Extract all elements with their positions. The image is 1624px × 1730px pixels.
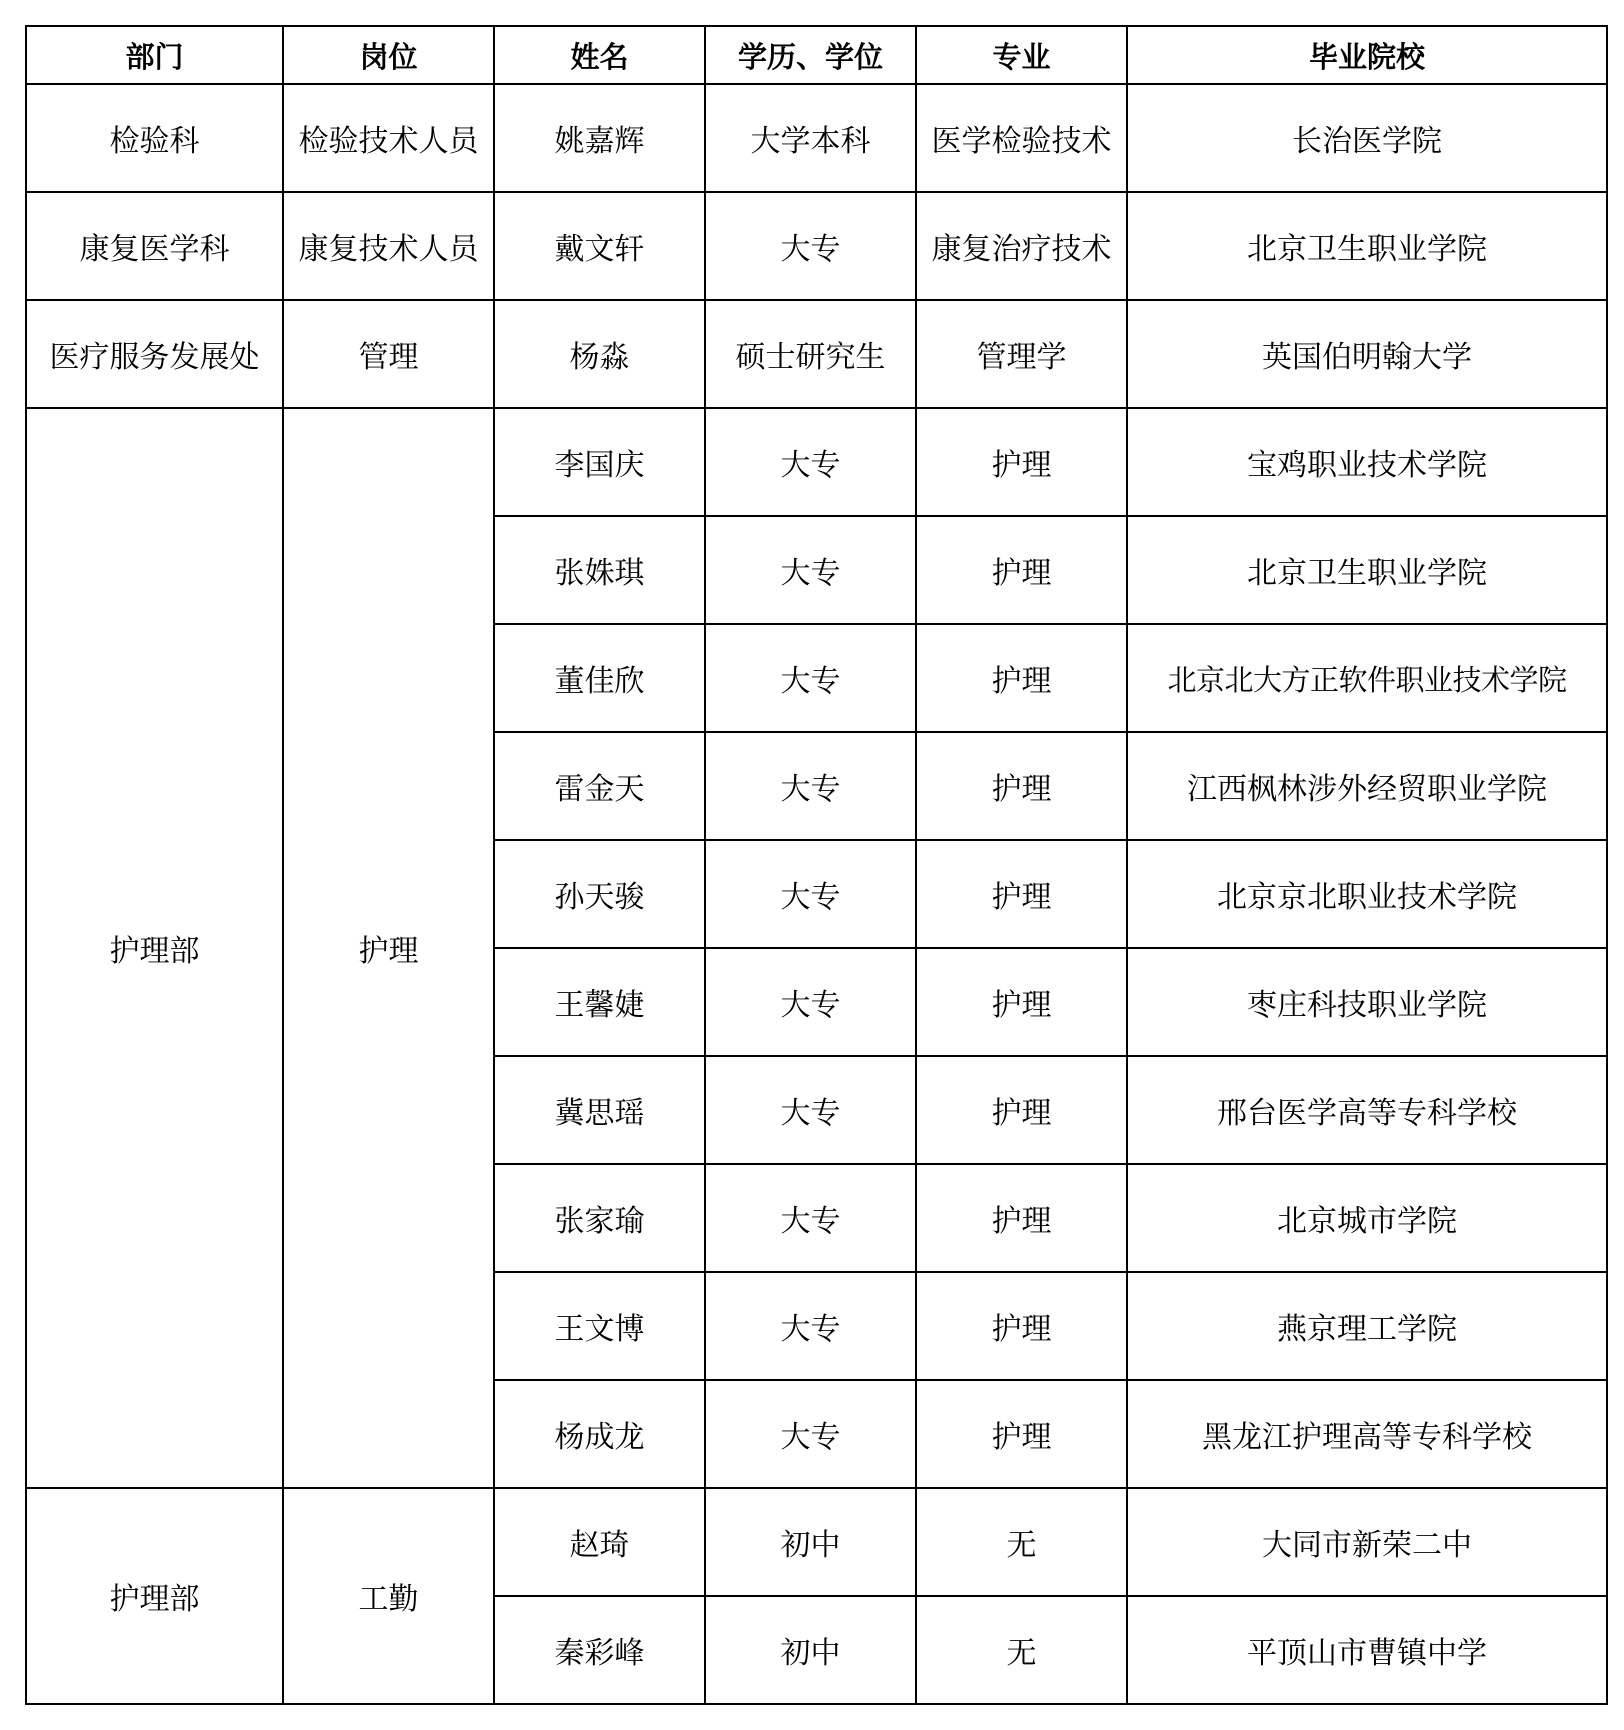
- department-cell: 护理部: [26, 408, 283, 1488]
- school-cell: 黑龙江护理高等专科学校: [1127, 1380, 1607, 1488]
- major-cell: 护理: [916, 1380, 1127, 1488]
- position-cell: 护理: [283, 408, 494, 1488]
- header-major: 专业: [916, 26, 1127, 84]
- education-cell: 大专: [705, 1272, 916, 1380]
- department-cell: 医疗服务发展处: [26, 300, 283, 408]
- department-cell: 检验科: [26, 84, 283, 192]
- name-cell: 李国庆: [494, 408, 705, 516]
- education-cell: 大专: [705, 1056, 916, 1164]
- name-cell: 杨淼: [494, 300, 705, 408]
- school-cell: 北京卫生职业学院: [1127, 516, 1607, 624]
- school-cell: 大同市新荣二中: [1127, 1488, 1607, 1596]
- position-cell: 检验技术人员: [283, 84, 494, 192]
- school-cell: 燕京理工学院: [1127, 1272, 1607, 1380]
- education-cell: 大专: [705, 948, 916, 1056]
- table-row: [26, 1488, 1607, 1596]
- major-cell: 护理: [916, 408, 1127, 516]
- school-cell: 长治医学院: [1127, 84, 1607, 192]
- school-cell: 江西枫林涉外经贸职业学院: [1127, 732, 1607, 840]
- name-cell: 姚嘉辉: [494, 84, 705, 192]
- school-cell: 北京卫生职业学院: [1127, 192, 1607, 300]
- education-cell: 大专: [705, 408, 916, 516]
- major-cell: 护理: [916, 1164, 1127, 1272]
- header-position: 岗位: [283, 26, 494, 84]
- name-cell: 王馨婕: [494, 948, 705, 1056]
- major-cell: 无: [916, 1488, 1127, 1596]
- name-cell: 孙天骏: [494, 840, 705, 948]
- education-cell: 硕士研究生: [705, 300, 916, 408]
- staff-table: [25, 25, 1608, 1705]
- major-cell: 管理学: [916, 300, 1127, 408]
- major-cell: 无: [916, 1596, 1127, 1704]
- school-cell: 宝鸡职业技术学院: [1127, 408, 1607, 516]
- education-cell: 大专: [705, 732, 916, 840]
- position-cell: 工勤: [283, 1488, 494, 1704]
- major-cell: 医学检验技术: [916, 84, 1127, 192]
- name-cell: 雷金天: [494, 732, 705, 840]
- major-cell: 护理: [916, 1056, 1127, 1164]
- education-cell: 大专: [705, 840, 916, 948]
- school-cell: 邢台医学高等专科学校: [1127, 1056, 1607, 1164]
- name-cell: 秦彩峰: [494, 1596, 705, 1704]
- name-cell: 董佳欣: [494, 624, 705, 732]
- school-cell: 枣庄科技职业学院: [1127, 948, 1607, 1056]
- name-cell: 戴文轩: [494, 192, 705, 300]
- major-cell: 护理: [916, 1272, 1127, 1380]
- name-cell: 冀思瑶: [494, 1056, 705, 1164]
- school-cell: 平顶山市曹镇中学: [1127, 1596, 1607, 1704]
- education-cell: 大专: [705, 516, 916, 624]
- education-cell: 初中: [705, 1596, 916, 1704]
- position-cell: 康复技术人员: [283, 192, 494, 300]
- header-name: 姓名: [494, 26, 705, 84]
- name-cell: 张姝琪: [494, 516, 705, 624]
- major-cell: 护理: [916, 624, 1127, 732]
- header-department: 部门: [26, 26, 283, 84]
- education-cell: 大专: [705, 1164, 916, 1272]
- education-cell: 大专: [705, 624, 916, 732]
- major-cell: 康复治疗技术: [916, 192, 1127, 300]
- education-cell: 大专: [705, 1380, 916, 1488]
- name-cell: 王文博: [494, 1272, 705, 1380]
- major-cell: 护理: [916, 732, 1127, 840]
- table-row: [26, 84, 1607, 192]
- table-row: [26, 192, 1607, 300]
- major-cell: 护理: [916, 948, 1127, 1056]
- position-cell: 管理: [283, 300, 494, 408]
- education-cell: 大学本科: [705, 84, 916, 192]
- header-school: 毕业院校: [1127, 26, 1607, 84]
- header-row: [26, 26, 1607, 84]
- school-cell: 北京北大方正软件职业技术学院: [1127, 624, 1607, 732]
- school-cell: 英国伯明翰大学: [1127, 300, 1607, 408]
- major-cell: 护理: [916, 516, 1127, 624]
- major-cell: 护理: [916, 840, 1127, 948]
- name-cell: 赵琦: [494, 1488, 705, 1596]
- table-row: [26, 408, 1607, 516]
- table-row: [26, 300, 1607, 408]
- school-cell: 北京城市学院: [1127, 1164, 1607, 1272]
- header-education: 学历、学位: [705, 26, 916, 84]
- education-cell: 初中: [705, 1488, 916, 1596]
- department-cell: 护理部: [26, 1488, 283, 1704]
- name-cell: 张家瑜: [494, 1164, 705, 1272]
- name-cell: 杨成龙: [494, 1380, 705, 1488]
- education-cell: 大专: [705, 192, 916, 300]
- school-cell: 北京京北职业技术学院: [1127, 840, 1607, 948]
- department-cell: 康复医学科: [26, 192, 283, 300]
